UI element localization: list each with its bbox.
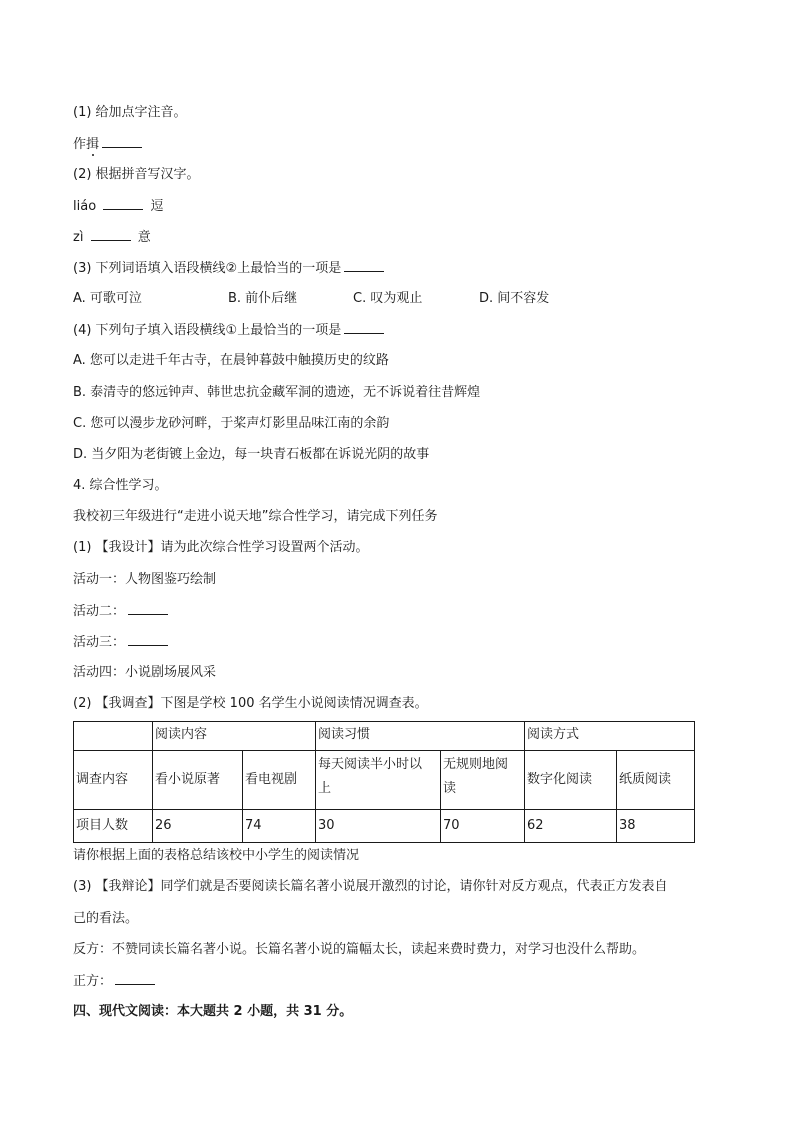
- q3-3-option-c[interactable]: C. 叹为观止: [353, 291, 423, 306]
- q4-intro: 我校初三年级进行“走进小说天地”综合性学习，请完成下列任务: [73, 509, 438, 524]
- q4-activity-1: 活动一：人物图鉴巧绘制: [73, 572, 217, 587]
- table-cell: 38: [617, 810, 695, 843]
- table-subheader-line: 上: [318, 781, 332, 796]
- q4-1-prompt: (1) 【我设计】请为此次综合性学习设置两个活动。: [73, 540, 369, 555]
- table-cell: 70: [441, 810, 525, 843]
- q4-2-prompt: (2) 【我调查】下图是学校 100 名学生小说阅读情况调查表。: [73, 696, 428, 711]
- table-row: [74, 810, 695, 843]
- q3-2-prompt: (2) 根据拼音写汉字。: [73, 167, 200, 182]
- table-subheader: 数字化阅读: [525, 751, 617, 810]
- q3-2-item-2: [73, 228, 151, 247]
- q4-3-affirmative-label: 正方：: [73, 974, 113, 989]
- q4-title: 4. 综合性学习。: [73, 478, 168, 493]
- q3-3-option-d[interactable]: D. 间不容发: [479, 291, 550, 306]
- q4-activity-3-blank[interactable]: [128, 633, 168, 646]
- q3-1-item-prefix: 作: [73, 137, 87, 152]
- q3-2-suffix-1: 逗: [150, 199, 164, 214]
- q3-1-answer-blank[interactable]: [102, 135, 142, 148]
- q3-3-answer-blank[interactable]: [344, 259, 384, 272]
- q3-2-pinyin-2: zì: [73, 230, 84, 245]
- q3-4-prompt-line: [73, 321, 387, 340]
- q3-4-option-c[interactable]: C. 您可以漫步龙砂河畔，于桨声灯影里品味江南的余韵: [73, 416, 390, 431]
- survey-table: [73, 721, 695, 843]
- q4-3-opposing-view: 反方：不赞同读长篇名著小说。长篇名著小说的篇幅太长，读起来费时费力，对学习也没什么帮助。: [73, 942, 646, 957]
- q3-4-answer-blank[interactable]: [344, 321, 384, 334]
- q4-activity-3: 活动三：: [73, 635, 126, 650]
- table-subheader: [316, 751, 441, 810]
- table-group-header: 阅读内容: [153, 722, 316, 751]
- q3-1-dotted-char: 揖: [86, 137, 100, 152]
- q3-4-option-d[interactable]: D. 当夕阳为老街镀上金边，每一块青石板都在诉说光阴的故事: [73, 447, 430, 462]
- table-subheader: 纸质阅读: [617, 751, 695, 810]
- table-header-row-groups: [74, 722, 695, 751]
- q4-activity-2-blank[interactable]: [128, 602, 168, 615]
- section-4-heading: 四、现代文阅读：本大题共 2 小题，共 31 分。: [73, 1004, 353, 1019]
- table-subheader: 看电视剧: [243, 751, 316, 810]
- q4-activity-3-line: [73, 633, 171, 652]
- table-subheader-line: 每天阅读半小时以: [318, 757, 423, 772]
- q3-2-answer-blank-2[interactable]: [91, 228, 131, 241]
- q3-2-pinyin-1: liáo: [73, 199, 97, 214]
- table-group-header: 阅读习惯: [316, 722, 525, 751]
- table-subheader-line: 读: [443, 781, 457, 796]
- q3-4-prompt: (4) 下列句子填入语段横线①上最恰当的一项是: [73, 323, 342, 338]
- q3-3-option-b[interactable]: B. 前仆后继: [228, 291, 298, 306]
- q4-3-affirmative-blank[interactable]: [115, 972, 155, 985]
- q3-2-suffix-2: 意: [137, 230, 151, 245]
- q3-1-item: [73, 135, 145, 154]
- q3-3-option-a[interactable]: A. 可歌可泣: [73, 291, 142, 306]
- q4-activity-2: 活动二：: [73, 604, 126, 619]
- q4-activity-2-line: [73, 602, 171, 621]
- table-cell: 62: [525, 810, 617, 843]
- table-cell: 30: [316, 810, 441, 843]
- table-row-label: 项目人数: [74, 810, 153, 843]
- q3-2-item-1: [73, 197, 163, 216]
- table-header-row-subheaders: [74, 751, 695, 810]
- q3-4-option-a[interactable]: A. 您可以走进千年古寺，在晨钟暮鼓中触摸历史的纹路: [73, 353, 389, 368]
- table-group-header: 阅读方式: [525, 722, 695, 751]
- table-subheader-line: 无规则地阅: [443, 757, 509, 772]
- q4-3-prompt-line-2: 己的看法。: [73, 911, 139, 926]
- q3-3-prompt-line: [73, 259, 387, 278]
- q4-3-prompt-line-1: (3) 【我辩论】同学们就是否要阅读长篇名著小说展开激烈的讨论，请你针对反方观点，代表正方发表自: [73, 879, 668, 894]
- q4-3-affirmative-line: [73, 972, 158, 991]
- table-cell: 74: [243, 810, 316, 843]
- table-subheader: [441, 751, 525, 810]
- q4-2-task: 请你根据上面的表格总结该校中小学生的阅读情况: [73, 848, 360, 863]
- table-cell: 26: [153, 810, 243, 843]
- table-corner-cell: [74, 722, 153, 751]
- q4-activity-4: 活动四：小说剧场展风采: [73, 665, 217, 680]
- table-row-label: 调查内容: [74, 751, 153, 810]
- table-subheader: 看小说原著: [153, 751, 243, 810]
- q3-4-option-b[interactable]: B. 泰清寺的悠远钟声、韩世忠抗金藏军洞的遗迹，无不诉说着往昔辉煌: [73, 385, 481, 400]
- q3-2-answer-blank-1[interactable]: [103, 197, 143, 210]
- q3-3-prompt: (3) 下列词语填入语段横线②上最恰当的一项是: [73, 261, 342, 276]
- q3-1-prompt: (1) 给加点字注音。: [73, 105, 187, 120]
